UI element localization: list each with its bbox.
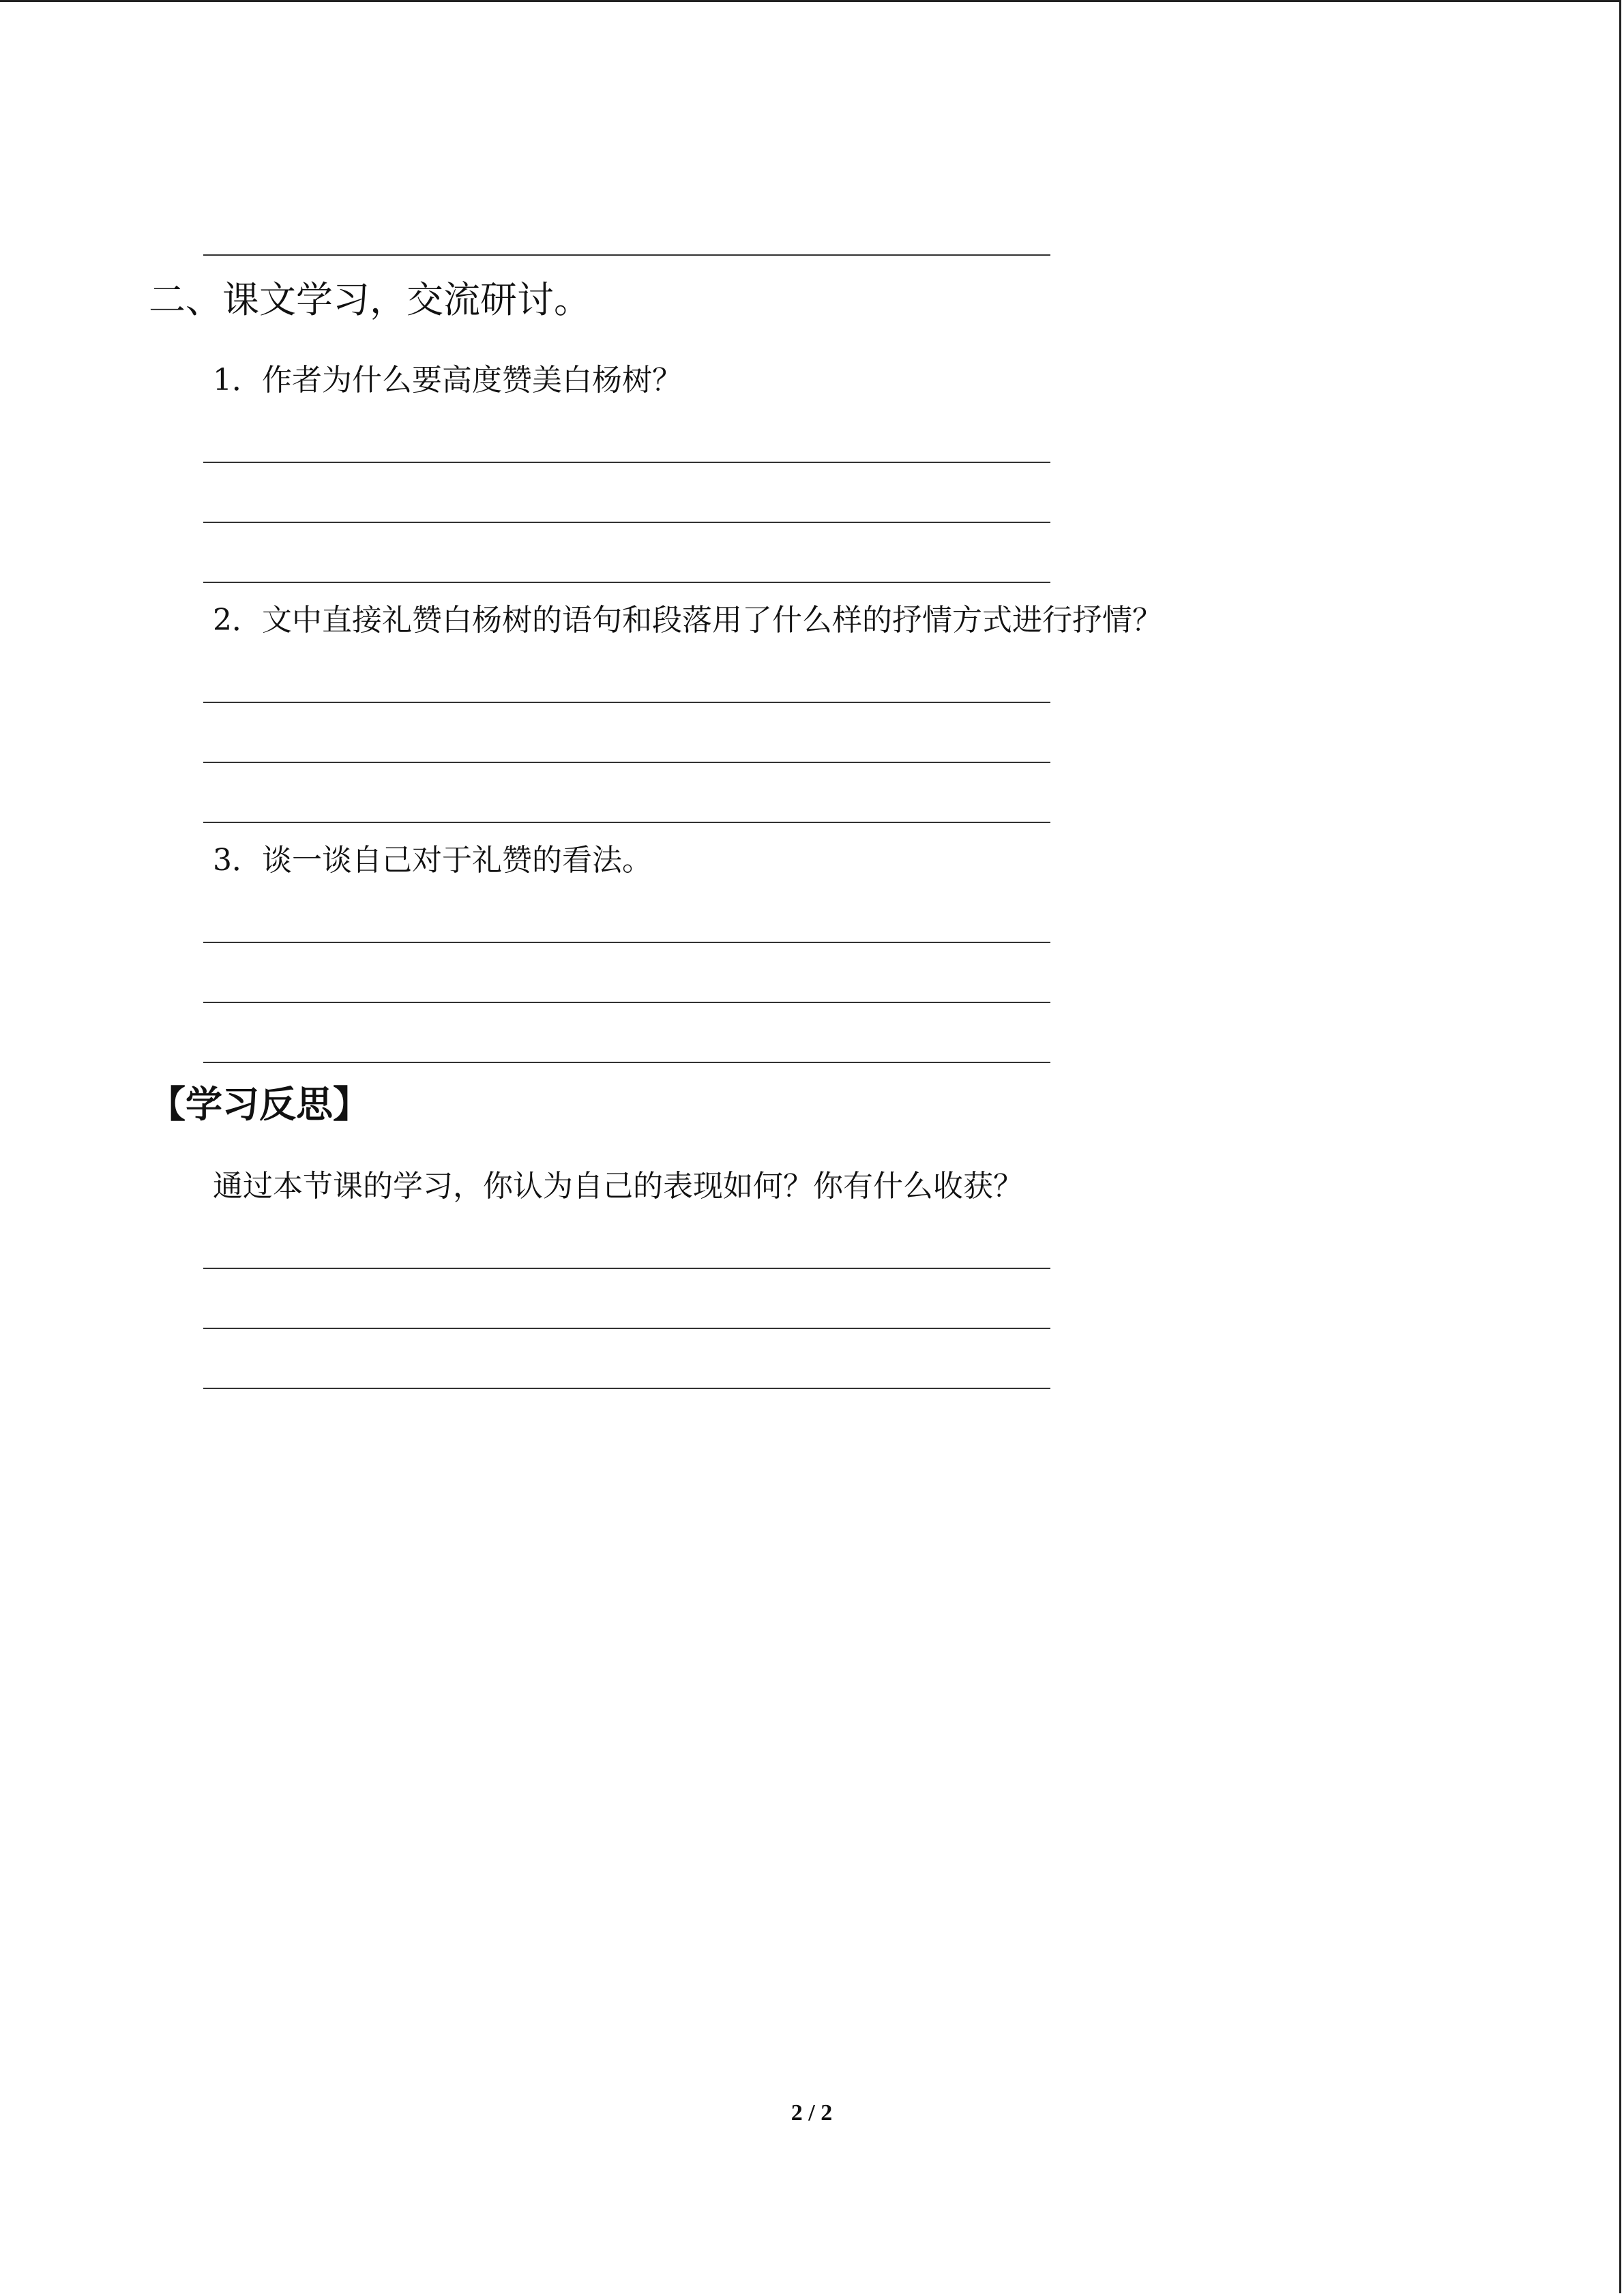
question-1: 1．作者为什么要高度赞美白杨树？	[213, 363, 682, 398]
answer-line-q2-3[interactable]	[203, 822, 1050, 823]
answer-line-q1-1[interactable]	[203, 462, 1050, 463]
answer-line-q3-3[interactable]	[203, 1062, 1050, 1063]
answer-line-q3-1[interactable]	[203, 942, 1050, 943]
answer-line-q2-2[interactable]	[203, 762, 1050, 763]
answer-line-q3-2[interactable]	[203, 1002, 1050, 1003]
answer-line[interactable]	[203, 254, 1050, 256]
section-heading: 二、课文学习，交流研讨。	[149, 278, 591, 321]
reflection-prompt: 通过本节课的学习，你认为自己的表现如何？你有什么收获？	[213, 1169, 1023, 1204]
answer-line-reflection-2[interactable]	[203, 1328, 1050, 1329]
answer-line-reflection-3[interactable]	[203, 1388, 1050, 1389]
question-3: 3．谈一谈自己对于礼赞的看法。	[213, 843, 652, 878]
answer-line-q1-3[interactable]	[203, 582, 1050, 583]
answer-line-q1-2[interactable]	[203, 522, 1050, 523]
answer-line-q2-1[interactable]	[203, 702, 1050, 703]
answer-line-reflection-1[interactable]	[203, 1268, 1050, 1269]
question-2: 2．文中直接礼赞白杨树的语句和段落用了什么样的抒情方式进行抒情？	[213, 603, 1162, 638]
page-number: 2 / 2	[791, 2100, 833, 2126]
reflection-heading: 【学习反思】	[149, 1083, 370, 1126]
